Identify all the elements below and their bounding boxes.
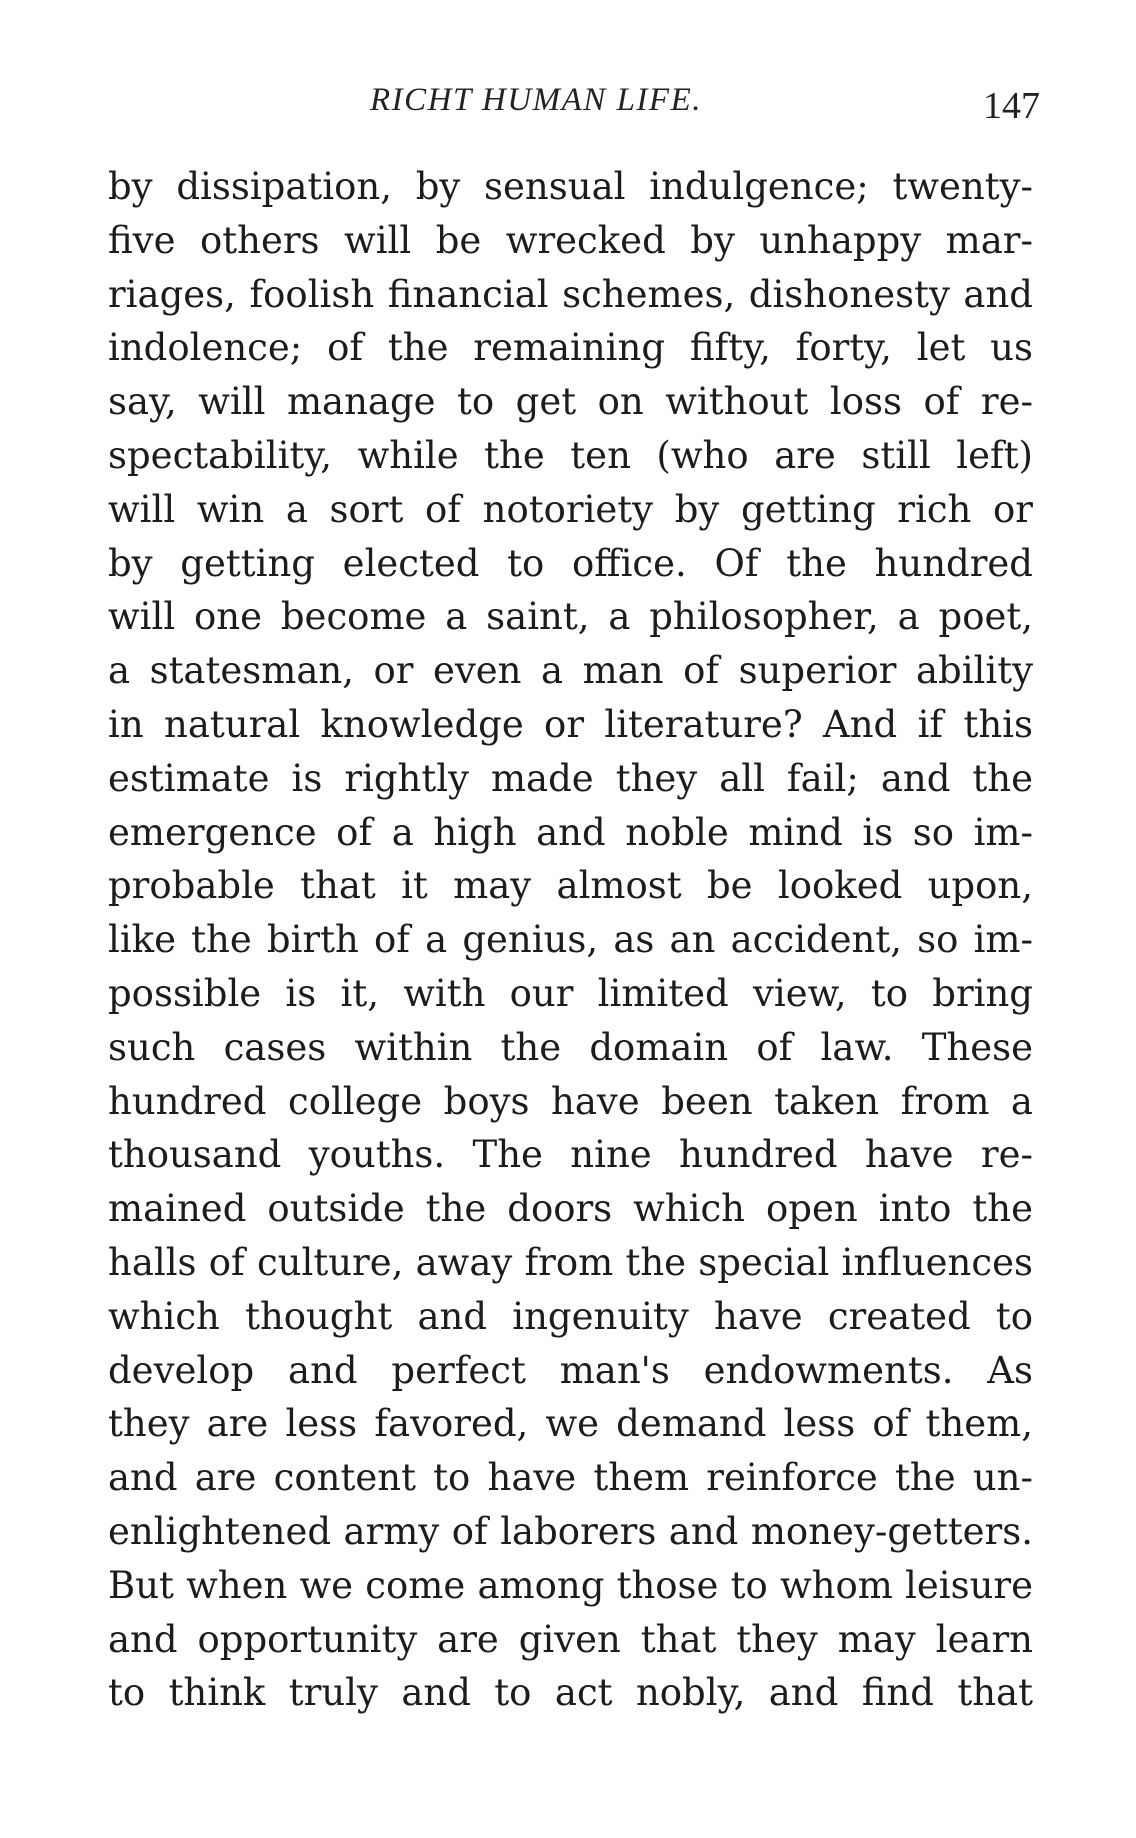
- text-line: But when we come among those to whom leisure: [108, 1563, 1033, 1607]
- text-line: develop and perfect man's endowments. As: [108, 1348, 1033, 1392]
- text-line: which thought and ingenuity have created to: [108, 1294, 1033, 1338]
- text-line: mained outside the doors which open into the: [108, 1187, 1033, 1231]
- text-line: thousand youths. The nine hundred have re-: [108, 1133, 1033, 1177]
- text-line: emergence of a high and noble mind is so im-: [108, 810, 1033, 854]
- text-line: will win a sort of notoriety by getting rich or: [108, 487, 1033, 531]
- text-line: in natural knowledge or literature? And if this: [108, 702, 1033, 746]
- text-line: and opportunity are given that they may learn: [108, 1617, 1033, 1661]
- text-line: indolence; of the remaining fifty, forty, let us: [108, 326, 1033, 370]
- text-line: say, will manage to get on without loss of re-: [108, 380, 1033, 424]
- text-line: by getting elected to office. Of the hundred: [108, 541, 1033, 585]
- text-line: like the birth of a genius, as an accident, so im-: [108, 918, 1033, 962]
- text-line: and are content to have them reinforce the un-: [108, 1456, 1033, 1500]
- text-line: will one become a saint, a philosopher, a poet,: [108, 595, 1033, 639]
- text-line: halls of culture, away from the special influences: [108, 1240, 1033, 1284]
- running-head: [120, 82, 1040, 132]
- text-line: by dissipation, by sensual indulgence; twenty-: [108, 165, 1033, 208]
- running-title: RICHT HUMAN LIFE.: [370, 82, 702, 118]
- text-line: to think truly and to act nobly, and find that: [108, 1671, 1033, 1715]
- text-line: estimate is rightly made they all fail; and the: [108, 756, 1033, 800]
- text-line: possible is it, with our limited view, to bring: [108, 971, 1033, 1015]
- text-line: such cases within the domain of law. These: [108, 1025, 1033, 1069]
- text-line: riages, foolish financial schemes, dishonesty and: [108, 272, 1033, 316]
- text-line: enlightened army of laborers and money-getters.: [108, 1509, 1033, 1553]
- text-line: probable that it may almost be looked upon,: [108, 864, 1033, 908]
- text-line: spectability, while the ten (who are still left): [108, 433, 1033, 477]
- body-text: [108, 160, 1033, 1720]
- text-line: five others will be wrecked by unhappy mar-: [108, 218, 1033, 262]
- text-line: they are less favored, we demand less of them,: [108, 1402, 1033, 1446]
- text-line: hundred college boys have been taken from a: [108, 1079, 1033, 1123]
- page-number: 147: [983, 85, 1040, 127]
- text-line: a statesman, or even a man of superior ability: [108, 649, 1033, 693]
